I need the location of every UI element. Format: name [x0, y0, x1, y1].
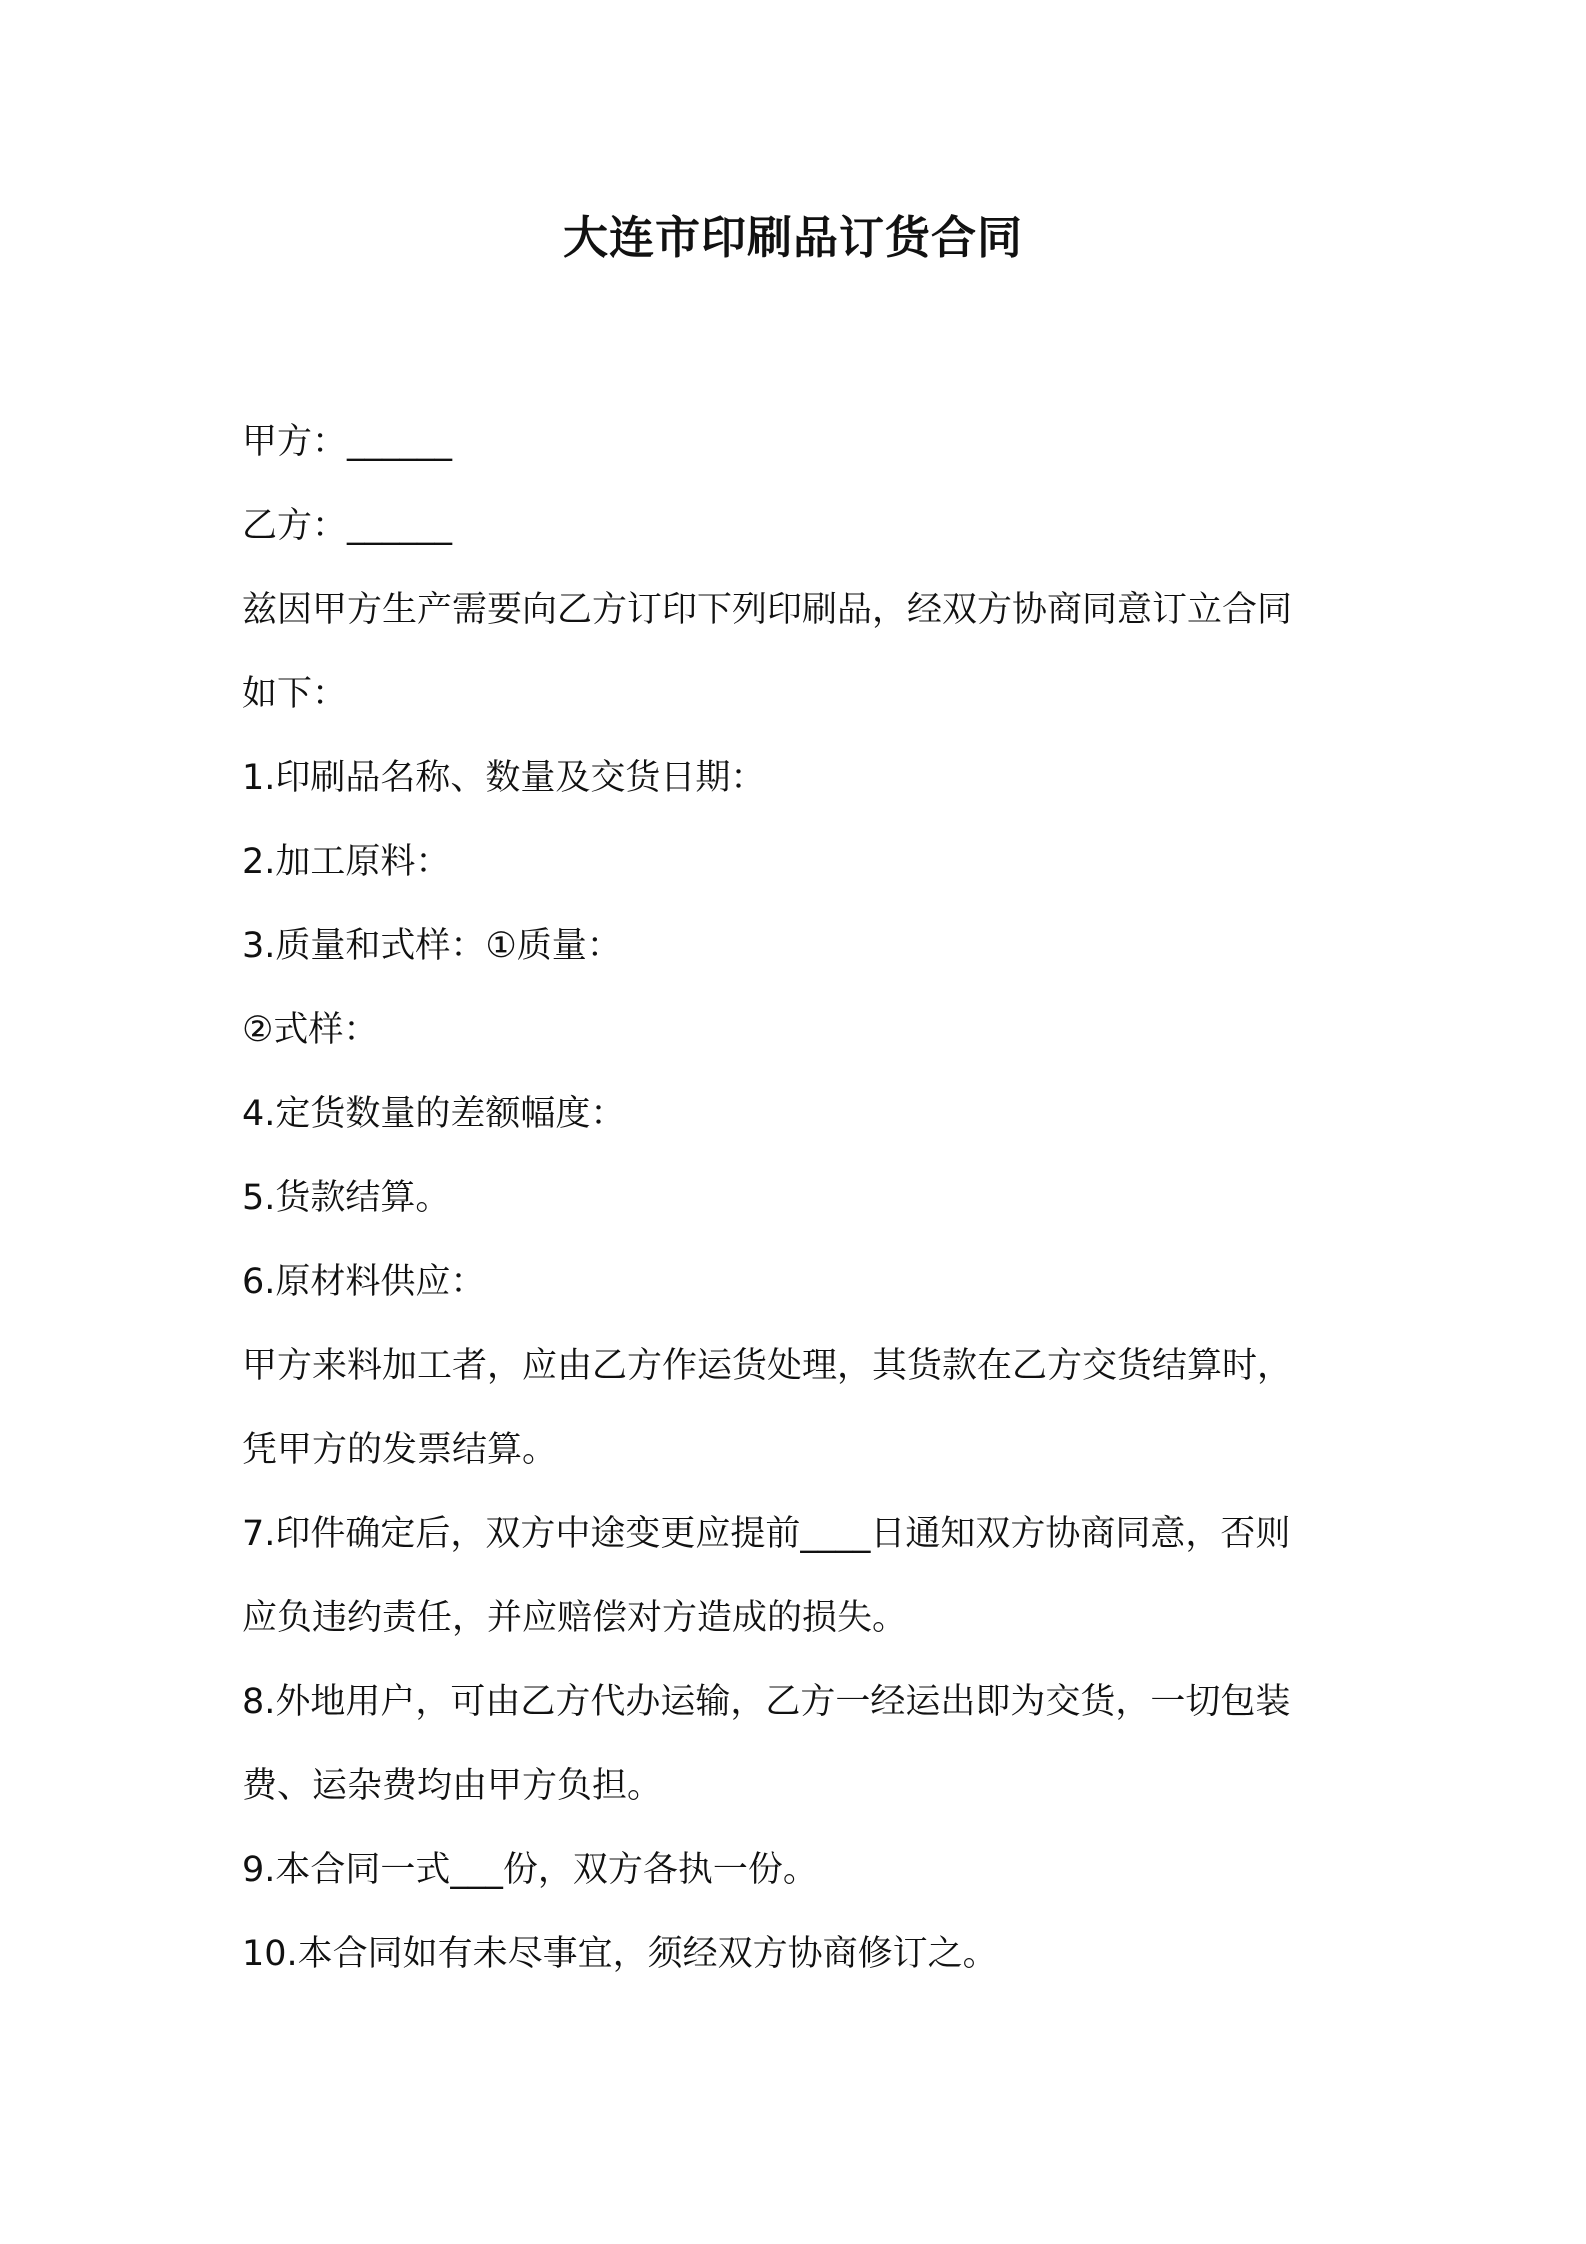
- clause-4: 4.定货数量的差额幅度：: [242, 1094, 626, 1134]
- party-a-line: 甲方：______: [242, 422, 453, 462]
- clause-7-line-1: 7.印件确定后，双方中途变更应提前____日通知双方协商同意，否则: [242, 1514, 1291, 1554]
- clause-10: 10.本合同如有未尽事宜，须经双方协商修订之。: [242, 1934, 998, 1974]
- clause-3: 3.质量和式样：①质量：: [242, 926, 622, 966]
- clause-5: 5.货款结算。: [242, 1178, 451, 1218]
- clause-1: 1.印刷品名称、数量及交货日期：: [242, 758, 766, 798]
- clause-2: 2.加工原料：: [242, 842, 451, 882]
- clause-6: 6.原材料供应：: [242, 1262, 486, 1302]
- clause-3-style: ②式样：: [242, 1010, 379, 1050]
- contract-body: [242, 400, 1362, 1996]
- contract-title: 大连市印刷品订货合同: [562, 211, 1023, 264]
- clause-6-detail-2: 凭甲方的发票结算。: [242, 1430, 558, 1470]
- preamble-line-2: 如下：: [242, 674, 348, 714]
- clause-7-line-2: 应负违约责任，并应赔偿对方造成的损失。: [242, 1598, 908, 1638]
- clause-8-line-1: 8.外地用户，可由乙方代办运输，乙方一经运出即为交货，一切包装: [242, 1682, 1291, 1722]
- clause-6-detail-1: 甲方来料加工者，应由乙方作运货处理，其货款在乙方交货结算时，: [242, 1346, 1293, 1386]
- clause-8-line-2: 费、运杂费均由甲方负担。: [242, 1766, 663, 1806]
- party-b-line: 乙方：______: [242, 506, 453, 546]
- preamble-line-1: 兹因甲方生产需要向乙方订印下列印刷品，经双方协商同意订立合同: [242, 590, 1293, 630]
- clause-9: 9.本合同一式___份，双方各执一份。: [242, 1850, 818, 1890]
